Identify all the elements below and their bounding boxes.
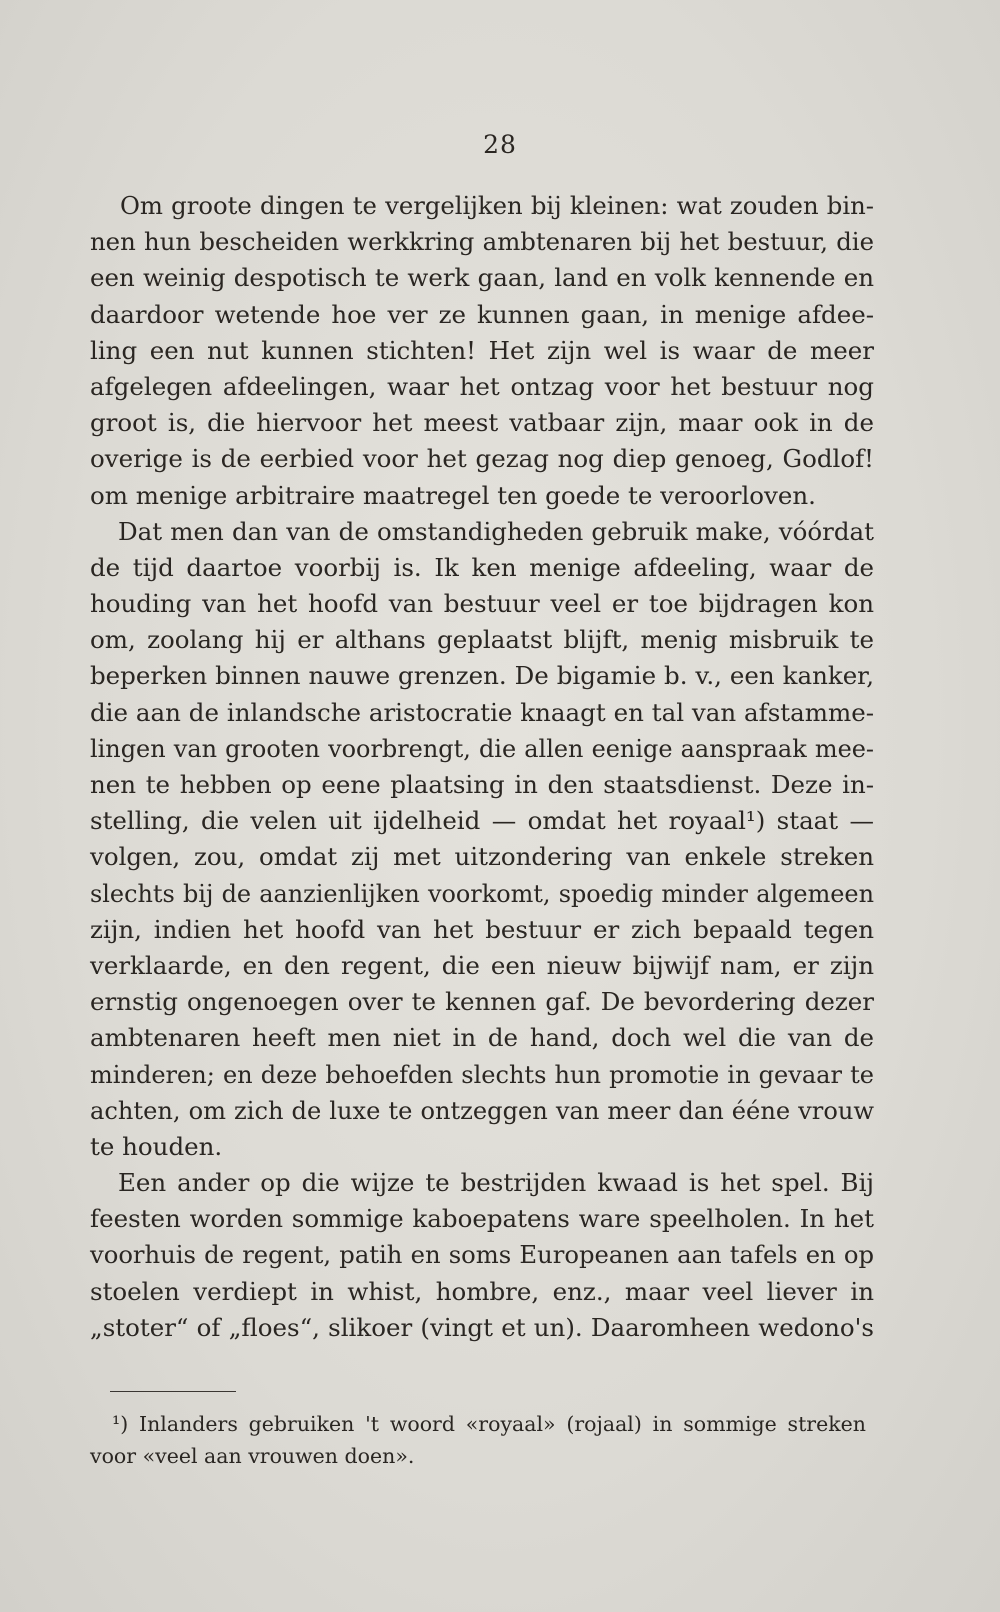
text-line: „stoter“ of „floes“, slikoer (vingt et un). Daaromheen wedono's — [90, 1312, 874, 1342]
footnote-divider — [110, 1391, 236, 1392]
text-line: ambtenaren heeft men niet in de hand, doch wel die van de — [90, 1023, 874, 1053]
footnotes — [90, 1408, 866, 1472]
text-line: lingen van grooten voorbrengt, die allen eenige aanspraak mee- — [90, 734, 874, 763]
text-line: voorhuis de regent, patih en soms Europeanen aan tafels en op — [90, 1240, 874, 1270]
text-line: daardoor wetende hoe ver ze kunnen gaan, in menige afdee- — [90, 299, 874, 329]
text-line: slechts bij de aanzienlijken voorkomt, spoedig minder algemeen — [90, 879, 874, 908]
text-line: volgen, zou, omdat zij met uitzondering van enkele streken — [90, 842, 874, 872]
text-line: nen te hebben op eene plaatsing in den staatsdienst. Deze in- — [90, 770, 874, 799]
text-line: een weinig despotisch te werk gaan, land en volk kennende en — [90, 263, 874, 293]
text-line: stelling, die velen uit ijdelheid — omdat het royaal¹) staat — — [90, 806, 874, 836]
text-line: om menige arbitraire maatregel ten goede te veroorloven. — [90, 480, 816, 510]
page-number: 28 — [483, 130, 517, 159]
footnote-line: ¹) Inlanders gebruiken 't woord «royaal» (rojaal) in sommige streken — [112, 1412, 866, 1436]
text-line: beperken binnen nauwe grenzen. De bigamie b. v., een kanker, — [90, 661, 874, 691]
text-line: houding van het hoofd van bestuur veel er toe bijdragen kon — [90, 589, 874, 619]
text-line: overige is de eerbied voor het gezag nog diep genoeg, Godlof! — [90, 444, 874, 474]
text-line: minderen; en deze behoefden slechts hun promotie in gevaar te — [90, 1060, 874, 1089]
text-line: afgelegen afdeelingen, waar het ontzag voor het bestuur nog — [90, 371, 874, 401]
text-line: achten, om zich de luxe te ontzeggen van meer dan ééne vrouw — [90, 1096, 874, 1125]
text-line: Dat men dan van de omstandigheden gebruik make, vóórdat — [118, 516, 874, 546]
text-line: feesten worden sommige kaboepatens ware speelholen. In het — [90, 1204, 874, 1234]
text-line: ling een nut kunnen stichten! Het zijn wel is waar de meer — [90, 335, 874, 365]
text-line: groot is, die hiervoor het meest vatbaar zijn, maar ook in de — [90, 408, 874, 438]
text-line: te houden. — [90, 1131, 223, 1161]
text-line: Een ander op die wijze te bestrijden kwaad is het spel. Bij — [118, 1168, 874, 1198]
text-line: zijn, indien het hoofd van het bestuur er zich bepaald tegen — [90, 914, 874, 944]
text-line: nen hun bescheiden werkkring ambtenaren bij het bestuur, die — [90, 227, 874, 257]
text-line: ernstig ongenoegen over te kennen gaf. De bevordering dezer — [90, 987, 874, 1017]
text-line: die aan de inlandsche aristocratie knaagt en tal van afstamme- — [90, 697, 874, 727]
text-line: Om groote dingen te vergelijken bij kleinen: wat zouden bin- — [120, 191, 874, 220]
footnote-line: voor «veel aan vrouwen doen». — [90, 1444, 415, 1468]
text-line: om, zoolang hij er althans geplaatst blijft, menig misbruik te — [90, 625, 874, 655]
text-line: verklaarde, en den regent, die een nieuw bijwijf nam, er zijn — [90, 950, 874, 980]
text-line: stoelen verdiept in whist, hombre, enz., maar veel liever in — [90, 1276, 874, 1306]
text-line: de tijd daartoe voorbij is. Ik ken menige afdeeling, waar de — [90, 552, 874, 582]
body-text — [90, 188, 874, 1346]
